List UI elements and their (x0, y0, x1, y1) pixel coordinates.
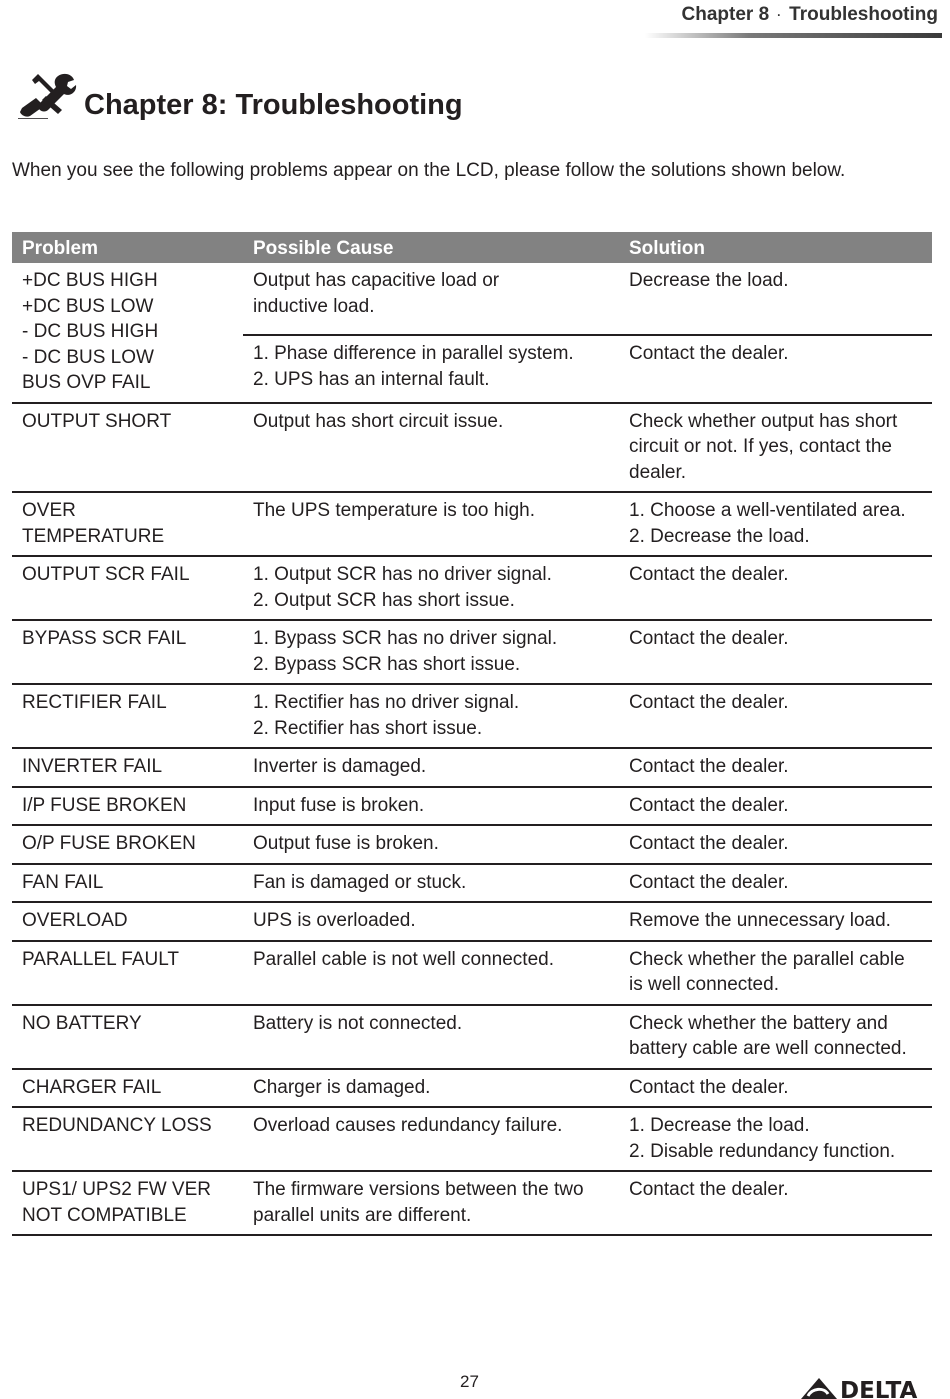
problem-line: O/P FUSE BROKEN (22, 833, 196, 854)
solution-line: Remove the unnecessary load. (629, 910, 891, 931)
solution-cell (619, 263, 932, 335)
solution-line: Contact the dealer. (629, 1179, 789, 1200)
solution-line: 1. Choose a well-ventilated area. (629, 500, 906, 521)
cause-line: Fan is damaged or stuck. (253, 871, 467, 893)
solution-cell (619, 787, 932, 826)
problem-line: UPS1/ UPS2 FW VER (22, 1179, 211, 1200)
header-problem: Problem (12, 232, 243, 263)
table-row (12, 748, 932, 787)
cause-line: 2. Rectifier has short issue. (253, 717, 483, 739)
problem-line: - DC BUS HIGH (22, 321, 159, 342)
header-chapter: Chapter 8 (681, 4, 770, 25)
header-rule (645, 33, 942, 38)
problem-cell (12, 825, 243, 864)
solution-line: Decrease the load. (629, 270, 789, 291)
problem-line: OUTPUT SCR FAIL (22, 564, 190, 585)
cause-line: 1. Rectifier has no driver signal. (253, 692, 520, 713)
cause-line: The UPS temperature is too high. (253, 500, 535, 521)
cause-cell (243, 748, 619, 787)
problem-cell (12, 403, 243, 493)
cause-cell (243, 263, 619, 335)
problem-cell (12, 1005, 243, 1069)
cause-cell (243, 825, 619, 864)
solution-line: Contact the dealer. (629, 794, 789, 816)
table-row (12, 263, 932, 335)
solution-cell (619, 1069, 932, 1108)
cause-line: Inverter is damaged. (253, 756, 427, 777)
cause-line: 1. Bypass SCR has no driver signal. (253, 628, 558, 649)
cause-line: Battery is not connected. (253, 1012, 463, 1034)
solution-cell (619, 403, 932, 493)
table-row (12, 492, 932, 556)
solution-line: Contact the dealer. (629, 871, 789, 893)
page-number: 27 (460, 1372, 479, 1391)
cause-line: parallel units are different. (253, 1204, 472, 1226)
cause-line: inductive load. (253, 295, 375, 317)
cause-cell (243, 403, 619, 493)
problem-cell (12, 556, 243, 620)
cause-line: 2. Output SCR has short issue. (253, 589, 515, 611)
cause-cell (243, 864, 619, 903)
solution-line: Check whether the parallel cable (629, 948, 905, 970)
chapter-title: Chapter 8: Troubleshooting (84, 89, 463, 121)
cause-cell (243, 787, 619, 826)
problem-line: BUS OVP FAIL (22, 372, 151, 393)
problem-line: NOT COMPATIBLE (22, 1204, 187, 1226)
cause-line: Parallel cable is not well connected. (253, 948, 555, 970)
solution-cell (619, 335, 932, 402)
tools-icon (18, 72, 80, 120)
cause-cell (243, 620, 619, 684)
table-header-row (12, 232, 932, 263)
problem-line: FAN FAIL (22, 871, 104, 893)
table-row (12, 403, 932, 493)
problem-cell (12, 902, 243, 941)
solution-cell (619, 941, 932, 1005)
table-row (12, 1171, 932, 1235)
problem-cell (12, 1171, 243, 1235)
solution-line: 2. Disable redundancy function. (629, 1140, 896, 1162)
table-row (12, 1107, 932, 1171)
problem-line: RECTIFIER FAIL (22, 692, 167, 713)
solution-line: is well connected. (629, 974, 779, 995)
problem-line: OVER (22, 500, 76, 521)
problem-line: +DC BUS LOW (22, 295, 154, 317)
delta-logo-icon (800, 1378, 942, 1399)
cause-cell (243, 902, 619, 941)
cause-line: Output fuse is broken. (253, 833, 439, 854)
table-row (12, 684, 932, 748)
troubleshooting-table (12, 232, 932, 1236)
table-row (12, 941, 932, 1005)
problem-line: NO BATTERY (22, 1012, 142, 1034)
solution-line: Contact the dealer. (629, 628, 789, 649)
cause-cell (243, 1107, 619, 1171)
cause-line: 1. Phase difference in parallel system. (253, 343, 574, 365)
solution-cell (619, 864, 932, 903)
cause-cell (243, 556, 619, 620)
solution-line: dealer. (629, 461, 687, 483)
cause-cell (243, 335, 619, 402)
solution-line: circuit or not. If yes, contact the (629, 436, 892, 457)
intro-paragraph: When you see the following problems appear on the LCD, please follow the solutions shown below. (12, 160, 846, 181)
problem-line: I/P FUSE BROKEN (22, 794, 187, 816)
problem-cell (12, 263, 243, 403)
problem-line: OVERLOAD (22, 910, 128, 931)
problem-line: - DC BUS LOW (22, 346, 154, 368)
cause-line: Overload causes redundancy failure. (253, 1115, 563, 1136)
header-possible-cause: Possible Cause (243, 232, 619, 263)
solution-cell (619, 620, 932, 684)
solution-cell (619, 825, 932, 864)
header-section: Troubleshooting (789, 4, 938, 25)
table-row (12, 825, 932, 864)
solution-line: 2. Decrease the load. (629, 525, 810, 547)
cause-line: 2. UPS has an internal fault. (253, 368, 490, 390)
logo-text: DELTA (840, 1378, 918, 1399)
problem-cell (12, 1107, 243, 1171)
table-row (12, 1069, 932, 1108)
solution-cell (619, 684, 932, 748)
header-solution: Solution (619, 232, 932, 263)
cause-line: Charger is damaged. (253, 1076, 431, 1098)
solution-line: Contact the dealer. (629, 343, 789, 365)
table-row (12, 620, 932, 684)
table-row (12, 864, 932, 903)
cause-cell (243, 1005, 619, 1069)
solution-line: battery cable are well connected. (629, 1038, 907, 1059)
solution-cell (619, 1005, 932, 1069)
cause-line: 1. Output SCR has no driver signal. (253, 564, 552, 585)
problem-line: INVERTER FAIL (22, 756, 163, 777)
problem-cell (12, 787, 243, 826)
chapter-heading (18, 72, 463, 120)
problem-line: +DC BUS HIGH (22, 270, 158, 291)
table-row (12, 902, 932, 941)
problem-cell (12, 1069, 243, 1108)
table-row (12, 787, 932, 826)
solution-line: Contact the dealer. (629, 564, 789, 585)
problem-cell (12, 941, 243, 1005)
solution-cell (619, 1107, 932, 1171)
solution-line: Contact the dealer. (629, 756, 789, 777)
table-row (12, 556, 932, 620)
cause-line: Output has short circuit issue. (253, 410, 504, 432)
problem-line: CHARGER FAIL (22, 1076, 162, 1098)
solution-line: Check whether output has short (629, 410, 898, 432)
solution-cell (619, 1171, 932, 1235)
cause-line: Output has capacitive load or (253, 270, 500, 291)
problem-line: REDUNDANCY LOSS (22, 1115, 212, 1136)
solution-line: Contact the dealer. (629, 833, 789, 854)
problem-cell (12, 864, 243, 903)
solution-cell (619, 492, 932, 556)
cause-cell (243, 492, 619, 556)
problem-line: OUTPUT SHORT (22, 410, 172, 432)
problem-line: BYPASS SCR FAIL (22, 628, 187, 649)
solution-cell (619, 748, 932, 787)
running-header (682, 4, 938, 26)
table-row (12, 1005, 932, 1069)
problem-cell (12, 492, 243, 556)
problem-cell (12, 684, 243, 748)
header-separator: · (777, 7, 782, 22)
cause-line: 2. Bypass SCR has short issue. (253, 653, 521, 675)
problem-cell (12, 620, 243, 684)
problem-line: PARALLEL FAULT (22, 948, 179, 970)
solution-line: Contact the dealer. (629, 1076, 789, 1098)
solution-cell (619, 902, 932, 941)
cause-line: UPS is overloaded. (253, 910, 416, 931)
cause-cell (243, 1069, 619, 1108)
solution-line: Check whether the battery and (629, 1012, 888, 1034)
cause-line: The firmware versions between the two (253, 1179, 584, 1200)
solution-line: Contact the dealer. (629, 692, 789, 713)
solution-cell (619, 556, 932, 620)
solution-line: 1. Decrease the load. (629, 1115, 810, 1136)
cause-cell (243, 941, 619, 1005)
problem-cell (12, 748, 243, 787)
problem-line: TEMPERATURE (22, 525, 165, 547)
cause-cell (243, 684, 619, 748)
cause-cell (243, 1171, 619, 1235)
cause-line: Input fuse is broken. (253, 794, 425, 816)
